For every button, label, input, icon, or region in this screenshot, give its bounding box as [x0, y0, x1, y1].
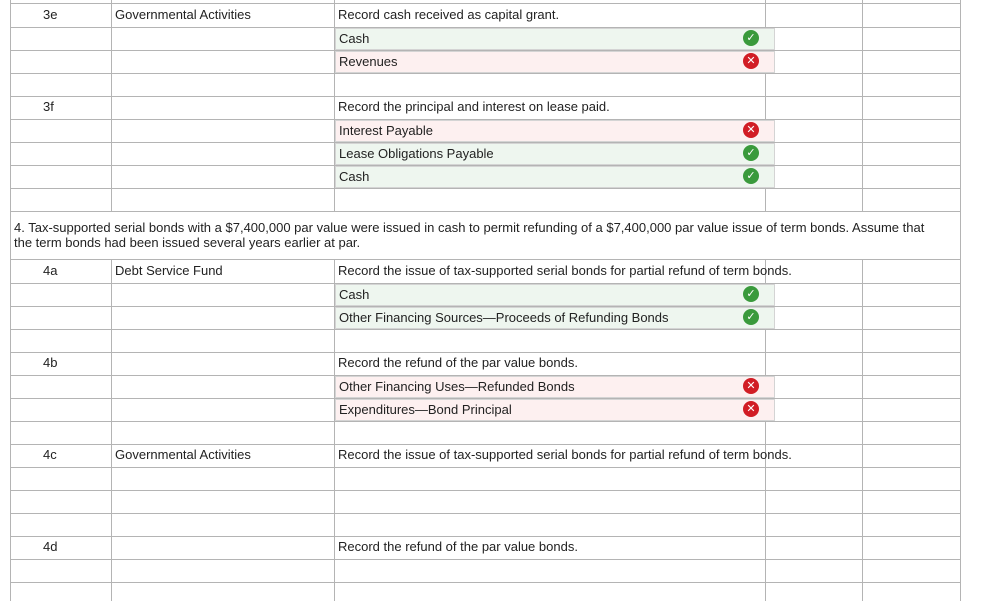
check-icon: ✓: [743, 145, 759, 161]
account-select-3f-2[interactable]: [335, 143, 775, 165]
account-label: Cash: [339, 169, 370, 184]
account-label: Other Financing Uses—Refunded Bonds: [339, 379, 575, 394]
check-icon: ✓: [743, 286, 759, 302]
ref-3f: 3f: [43, 99, 54, 114]
desc-4d: Record the refund of the par value bonds.: [338, 539, 578, 554]
account-label: Expenditures—Bond Principal: [339, 402, 512, 417]
desc-4b: Record the refund of the par value bonds.: [338, 355, 578, 370]
account-select-4b-2[interactable]: [335, 399, 775, 421]
account-select-4a-1[interactable]: [335, 284, 775, 306]
desc-4c: Record the issue of tax-supported serial bonds for partial refund of term bonds.: [338, 447, 792, 462]
ref-4c: 4c: [43, 447, 57, 462]
account-select-3e-2[interactable]: [335, 51, 775, 73]
fund-4a: Debt Service Fund: [115, 263, 223, 278]
problem-4-text: 4. Tax-supported serial bonds with a $7,400,000 par value were issued in cash to permit refunding of a $7,400,000 par value issue of term bonds. Assume that the term bonds had been issued several years earlier at par.: [12, 220, 946, 250]
x-icon: ✕: [743, 53, 759, 69]
x-icon: ✕: [743, 378, 759, 394]
ref-4d: 4d: [43, 539, 58, 554]
x-icon: ✕: [743, 401, 759, 417]
ref-4a: 4a: [43, 263, 58, 278]
x-icon: ✕: [743, 122, 759, 138]
desc-3f: Record the principal and interest on lease paid.: [338, 99, 610, 114]
account-label: Revenues: [339, 54, 398, 69]
account-select-3f-1[interactable]: [335, 120, 775, 142]
account-select-4a-2[interactable]: [335, 307, 775, 329]
account-label: Cash: [339, 287, 370, 302]
account-label: Other Financing Sources—Proceeds of Refunding Bonds: [339, 310, 669, 325]
desc-3e: Record cash received as capital grant.: [338, 7, 560, 22]
ref-3e: 3e: [43, 7, 58, 22]
fund-4c: Governmental Activities: [115, 447, 251, 462]
account-label: Cash: [339, 31, 370, 46]
account-select-3f-3[interactable]: [335, 166, 775, 188]
account-select-3e-1[interactable]: [335, 28, 775, 50]
check-icon: ✓: [743, 30, 759, 46]
fund-3e: Governmental Activities: [115, 7, 251, 22]
account-label: Lease Obligations Payable: [339, 146, 494, 161]
ref-4b: 4b: [43, 355, 58, 370]
account-label: Interest Payable: [339, 123, 433, 138]
check-icon: ✓: [743, 168, 759, 184]
journal-entry-grid: [10, 0, 961, 601]
check-icon: ✓: [743, 309, 759, 325]
account-select-4b-1[interactable]: [335, 376, 775, 398]
desc-4a: Record the issue of tax-supported serial bonds for partial refund of term bonds.: [338, 263, 792, 278]
